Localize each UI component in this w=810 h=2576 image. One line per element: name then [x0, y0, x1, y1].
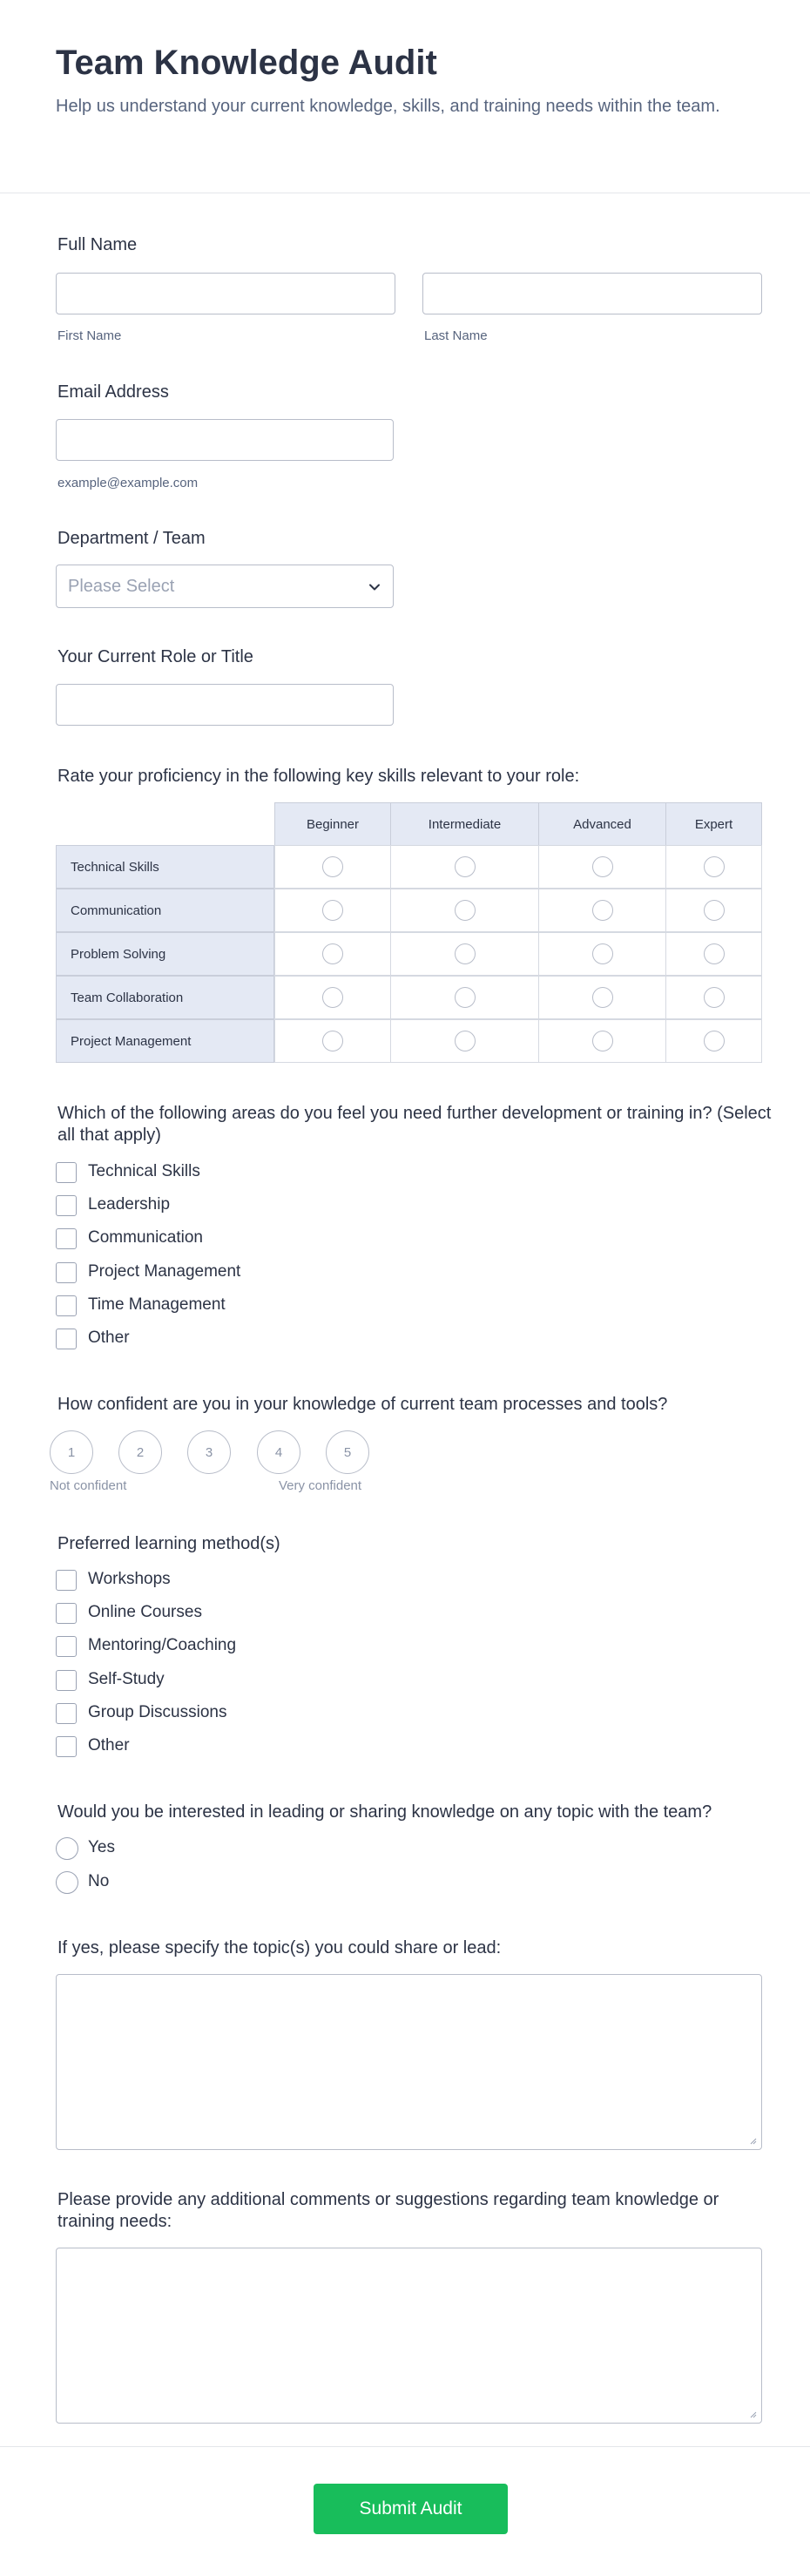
department-label: Department / Team	[57, 529, 206, 548]
department-select[interactable]	[56, 565, 394, 608]
first-name-input[interactable]	[56, 273, 395, 314]
learning-checkbox[interactable]	[56, 1570, 77, 1591]
resize-grip-icon[interactable]	[748, 2410, 757, 2418]
confidence-high-label: Very confident	[279, 1478, 362, 1493]
matrix-row-team-collaboration: Team Collaboration	[56, 976, 274, 1019]
training-checkbox[interactable]	[56, 1262, 77, 1283]
role-input[interactable]	[56, 684, 394, 726]
matrix-radio[interactable]	[322, 987, 343, 1008]
department-placeholder: Please Select	[68, 577, 175, 596]
matrix-cell	[390, 976, 539, 1019]
matrix-radio[interactable]	[592, 856, 613, 877]
matrix-radio[interactable]	[322, 943, 343, 964]
training-option-label: Other	[88, 1329, 130, 1347]
matrix-radio[interactable]	[704, 856, 725, 877]
matrix-cell	[274, 1019, 391, 1063]
interest-option-label: No	[88, 1872, 110, 1890]
training-option-label: Technical Skills	[88, 1162, 200, 1180]
matrix-radio[interactable]	[455, 900, 476, 921]
matrix-radio[interactable]	[322, 856, 343, 877]
form-subtitle: Help us understand your current knowledge, skills, and training needs within the team.	[56, 97, 720, 116]
matrix-radio[interactable]	[322, 1031, 343, 1051]
learning-option-label: Workshops	[88, 1570, 171, 1588]
topics-textarea[interactable]	[56, 1974, 762, 2150]
learning-checkbox[interactable]	[56, 1670, 77, 1691]
training-checkbox[interactable]	[56, 1228, 77, 1249]
learning-option-label: Mentoring/Coaching	[88, 1636, 237, 1654]
matrix-radio[interactable]	[704, 900, 725, 921]
training-checkbox[interactable]	[56, 1195, 77, 1216]
matrix-cell	[390, 845, 539, 889]
matrix-cell	[538, 845, 666, 889]
matrix-radio[interactable]	[592, 900, 613, 921]
training-option-label: Time Management	[88, 1295, 226, 1314]
interest-radio-yes[interactable]	[56, 1837, 78, 1860]
confidence-scale-5[interactable]: 5	[326, 1430, 369, 1474]
matrix-col-expert: Expert	[665, 802, 762, 846]
matrix-cell	[538, 976, 666, 1019]
confidence-scale-2[interactable]: 2	[118, 1430, 162, 1474]
matrix-col-beginner: Beginner	[274, 802, 391, 846]
confidence-scale-3[interactable]: 3	[187, 1430, 231, 1474]
matrix-col-advanced: Advanced	[538, 802, 666, 846]
learning-checkbox[interactable]	[56, 1736, 77, 1757]
email-sublabel: example@example.com	[57, 476, 199, 490]
matrix-cell	[274, 889, 391, 932]
matrix-cell	[538, 932, 666, 976]
proficiency-label: Rate your proficiency in the following key skills relevant to your role:	[57, 767, 580, 786]
topics-label: If yes, please specify the topic(s) you could share or lead:	[57, 1938, 502, 1957]
matrix-cell	[665, 1019, 762, 1063]
matrix-radio[interactable]	[704, 1031, 725, 1051]
training-checkbox[interactable]	[56, 1295, 77, 1316]
last-name-sublabel: Last Name	[424, 328, 488, 343]
interest-option-label: Yes	[88, 1838, 115, 1856]
role-label: Your Current Role or Title	[57, 647, 253, 666]
matrix-cell	[390, 889, 539, 932]
form-header	[0, 0, 810, 193]
learning-option-label: Online Courses	[88, 1603, 202, 1621]
chevron-down-icon	[368, 581, 381, 593]
matrix-cell	[538, 889, 666, 932]
training-checkbox[interactable]	[56, 1329, 77, 1349]
matrix-cell	[390, 932, 539, 976]
comments-textarea[interactable]	[56, 2248, 762, 2424]
matrix-cell	[274, 932, 391, 976]
matrix-radio[interactable]	[704, 943, 725, 964]
matrix-radio[interactable]	[455, 1031, 476, 1051]
matrix-col-intermediate: Intermediate	[390, 802, 539, 846]
comments-label: Please provide any additional comments or suggestions regarding team knowledge or training needs:	[57, 2190, 719, 2231]
form-title: Team Knowledge Audit	[56, 44, 437, 82]
confidence-label: How confident are you in your knowledge of current team processes and tools?	[57, 1395, 668, 1414]
confidence-low-label: Not confident	[50, 1478, 127, 1493]
matrix-radio[interactable]	[455, 943, 476, 964]
training-checkbox[interactable]	[56, 1162, 77, 1183]
learning-checkbox[interactable]	[56, 1703, 77, 1724]
matrix-row-communication: Communication	[56, 889, 274, 932]
learning-checkbox[interactable]	[56, 1636, 77, 1657]
matrix-radio[interactable]	[704, 987, 725, 1008]
full-name-label: Full Name	[57, 235, 138, 254]
matrix-row-project-management: Project Management	[56, 1019, 274, 1063]
matrix-cell	[665, 845, 762, 889]
first-name-sublabel: First Name	[57, 328, 122, 343]
matrix-cell	[390, 1019, 539, 1063]
email-input[interactable]	[56, 419, 394, 461]
resize-grip-icon[interactable]	[748, 2136, 757, 2145]
matrix-radio[interactable]	[322, 900, 343, 921]
proficiency-matrix	[56, 802, 762, 1063]
matrix-cell	[665, 976, 762, 1019]
interest-label: Would you be interested in leading or sharing knowledge on any topic with the team?	[57, 1802, 712, 1822]
matrix-radio[interactable]	[592, 1031, 613, 1051]
matrix-cell	[665, 889, 762, 932]
matrix-radio[interactable]	[592, 987, 613, 1008]
matrix-radio[interactable]	[592, 943, 613, 964]
email-label: Email Address	[57, 382, 169, 402]
learning-option-label: Self-Study	[88, 1670, 165, 1688]
learning-option-label: Group Discussions	[88, 1703, 227, 1721]
matrix-cell	[538, 1019, 666, 1063]
learning-label: Preferred learning method(s)	[57, 1534, 280, 1553]
confidence-scale-4[interactable]: 4	[257, 1430, 300, 1474]
matrix-row-problem-solving: Problem Solving	[56, 932, 274, 976]
training-label: Which of the following areas do you feel you need further development or training in? (Select all that apply)	[57, 1104, 772, 1145]
submit-button[interactable]: Submit Audit	[314, 2484, 508, 2534]
matrix-row-technical-skills: Technical Skills	[56, 845, 274, 889]
learning-checkbox[interactable]	[56, 1603, 77, 1624]
training-option-label: Communication	[88, 1228, 203, 1247]
training-option-label: Leadership	[88, 1195, 171, 1214]
last-name-input[interactable]	[422, 273, 762, 314]
matrix-radio[interactable]	[455, 987, 476, 1008]
matrix-radio[interactable]	[455, 856, 476, 877]
matrix-cell	[274, 845, 391, 889]
interest-radio-no[interactable]	[56, 1871, 78, 1894]
matrix-cell	[274, 976, 391, 1019]
confidence-scale-1[interactable]: 1	[50, 1430, 93, 1474]
training-option-label: Project Management	[88, 1262, 241, 1281]
learning-option-label: Other	[88, 1736, 130, 1755]
matrix-cell	[665, 932, 762, 976]
